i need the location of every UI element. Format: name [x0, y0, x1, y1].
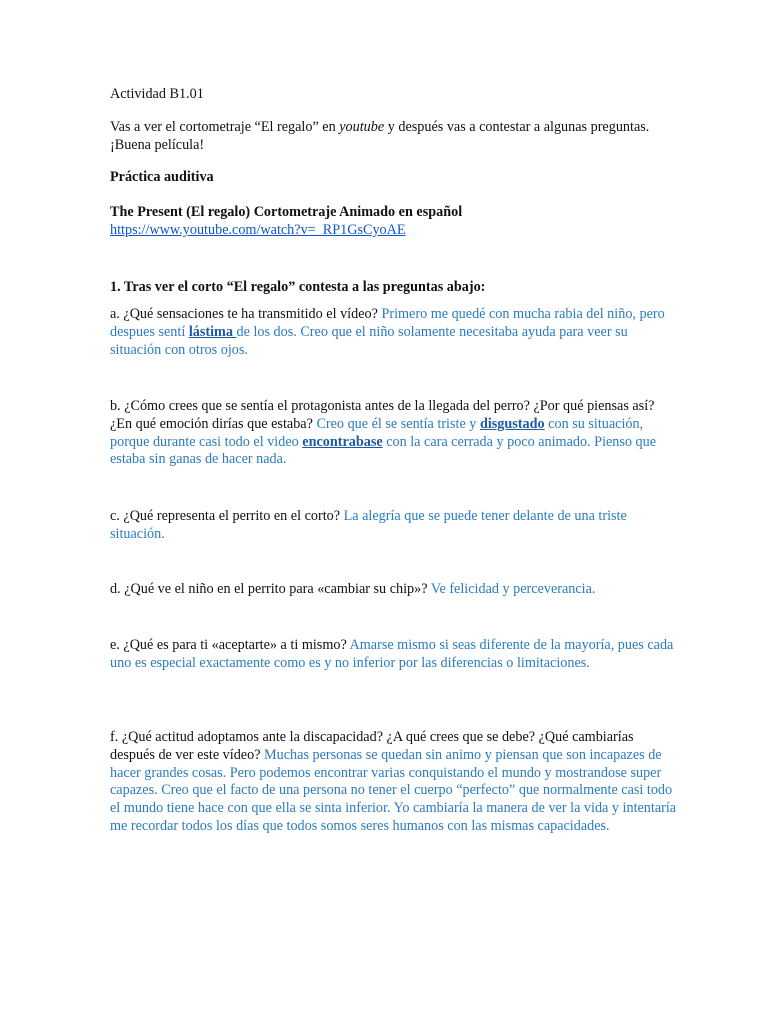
- question-b: [110, 398, 680, 469]
- answer-a-text-end: de los dos. Creo que el niño solamente necesitaba ayuda para veer su situación con otros ojos.: [110, 323, 628, 358]
- answer-f-text: Muchas personas se quedan sin animo y piensan que son incapazes de hacer grandes cosas. Pero podemos encontrar varias conquistando el mundo y mostrandose super capazes. Creo que el facto de una persona no tener el cuerpo “perfecto” que normalmente casi todo el mundo tiene hace con que ella se sinta inferior. Yo cambiaría la manera de ver la vida y intentaría me recordar todos los días que todos somos seres humanos con las mismas capacidades.: [110, 746, 677, 834]
- question-f: [110, 729, 680, 836]
- answer-b-text-end: con la cara cerrada y poco animado. Pienso que estaba sin ganas de hacer nada.: [110, 433, 657, 468]
- answer-e-text: Amarse mismo si seas diferente de la mayoría, pues cada uno es especial exactamente como es y no inferior por las diferencias o limitaciones.: [110, 637, 674, 671]
- question-d: [110, 581, 680, 599]
- intro-youtube-word: youtube: [339, 119, 385, 135]
- question-c: [110, 508, 680, 544]
- question-e-text: e. ¿Qué es para ti «aceptarte» a ti mismo?: [110, 637, 350, 653]
- video-reference: [110, 204, 680, 240]
- section-heading: Práctica auditiva: [110, 169, 214, 185]
- video-link[interactable]: https://www.youtube.com/watch?v=_RP1GsCyoAE: [110, 221, 406, 238]
- question-a-text: a. ¿Qué sensaciones te ha transmitido el vídeo?: [110, 306, 382, 322]
- intro-text-end: y después vas a contestar a algunas preguntas. ¡Buena película!: [110, 119, 650, 153]
- question-e: [110, 637, 680, 673]
- answer-b-text-start: Creo que él se sentía triste y: [316, 415, 480, 432]
- answer-a-keyword: lástima: [188, 323, 237, 340]
- questions-heading: 1. Tras ver el corto “El regalo” contesta a las preguntas abajo:: [110, 279, 486, 295]
- question-c-text: c. ¿Qué representa el perrito en el corto?: [110, 508, 344, 524]
- answer-c-text: La alegría que se puede tener delante de una triste situación.: [110, 508, 627, 542]
- answer-b-keyword-1: disgustado: [479, 415, 545, 432]
- answer-b-text-middle: con su situación, porque durante casi todo el video: [110, 415, 644, 450]
- intro-text-start: Vas a ver el cortometraje “El regalo” en: [110, 119, 340, 135]
- video-title: The Present (El regalo) Cortometraje Animado en español: [110, 204, 463, 220]
- question-d-text: d. ¿Qué ve el niño en el perrito para «cambiar su chip»?: [110, 581, 431, 597]
- answer-a-text-start: Primero me quedé con mucha rabia del niño, pero despues sentí: [110, 306, 665, 340]
- question-f-text: f. ¿Qué actitud adoptamos ante la discapacidad? ¿A qué crees que se debe? ¿Qué cambiarías después de ver este vídeo?: [110, 729, 634, 763]
- question-b-text: b. ¿Cómo crees que se sentía el protagonista antes de la llegada del perro? ¿Por qué piensas así? ¿En qué emoción dirías que estaba?: [110, 398, 655, 432]
- activity-title: Actividad B1.01: [110, 86, 204, 102]
- answer-d-text: Ve felicidad y perceverancia.: [430, 581, 596, 597]
- intro-paragraph: [110, 119, 680, 155]
- answer-b-keyword-2: encontrabase: [302, 433, 383, 450]
- question-a: [110, 306, 680, 359]
